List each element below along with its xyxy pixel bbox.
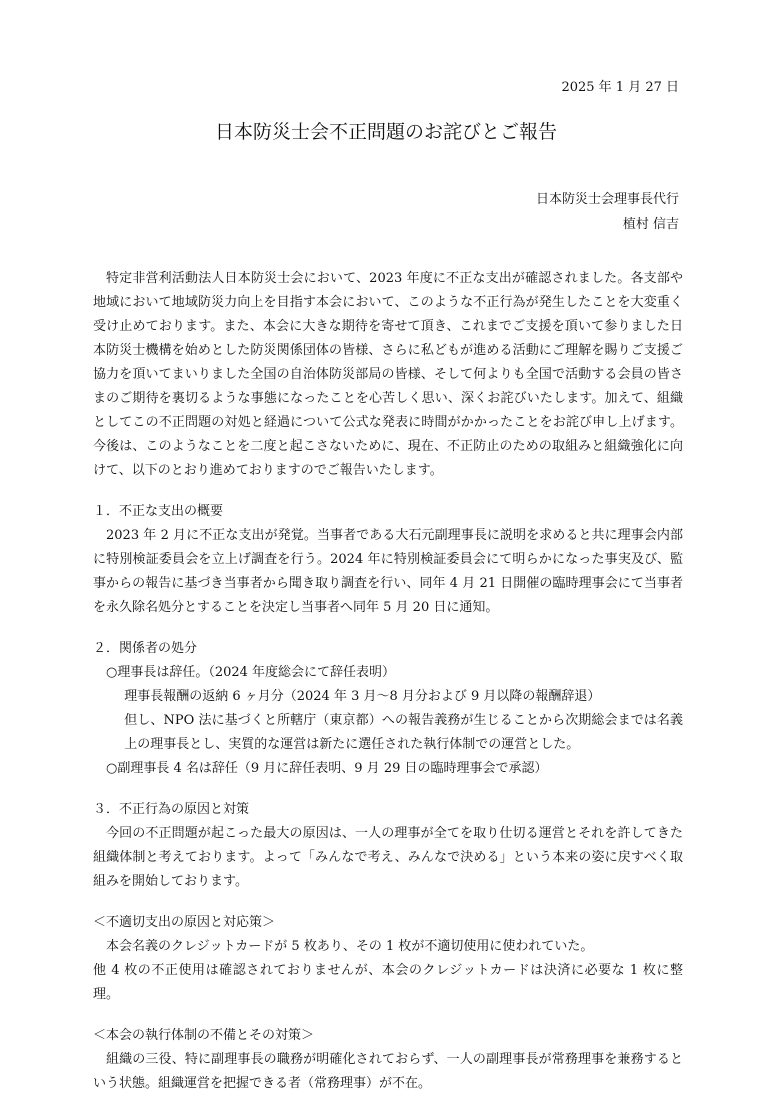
card-subsection-heading: ＜不適切支出の原因と対応策＞ bbox=[93, 915, 276, 930]
section3-text: 今回の不正問題が起こった最大の原因は、一人の理事が全てを取り仕切る運営とそれを許してきた組織体制と考えております。よって「みんなで考え、みんなで決める」という本来の姿に戻すべく取組みを開始しております。 bbox=[93, 826, 683, 889]
exec-subsection-text: 組織の三役、特に副理事長の職務が明確化されておらず、一人の副理事長が常務理事を兼務するという状態。組織運営を把握できる者（常務理事）が不在。 bbox=[93, 1052, 683, 1091]
document-body bbox=[93, 267, 683, 1096]
card-subsection-text2: 他 4 枚の不正使用は確認されておりませんが、本会のクレジットカードは決済に必要な 1 枚に整理。 bbox=[93, 963, 683, 1002]
intro-paragraph: 特定非営利活動法人日本防災士会において、2023 年度に不正な支出が確認されました。各支部や地域において地域防災力向上を目指す本会において、このような不正行為が発生したことを大変重く受け止めております。また、本会に大きな期待を寄せて頂き、これまでご支援を頂いて参りました日本防災士機構を始めとした防災関係団体の皆様、さらに私どもが進める活動にご理解を賜りご支援ご協力を頂いてまいりました全国の自治体防災部局の皆様、そして何よりも全国で活動する会員の皆さまのご期待を裏切るような事態になったことを心苦しく思い、深くお詫びいたします。加えて、組織としてこの不正問題の対処と経過について公式な発表に時間がかかったことをお詫び申し上げます。今後は、このようなことを二度と起こさないために、現在、不正防止のための取組みと組織強化に向けて、以下のとおり進めておりますのでご報告いたします。 bbox=[93, 271, 683, 478]
exec-subsection-heading: ＜本会の執行体制の不備とその対策＞ bbox=[93, 1028, 315, 1043]
section2-item1-sub1: 理事長報酬の返納 6 ヶ月分（2024 年 3 月～8 月分および 9 月以降の報酬辞退） bbox=[124, 689, 601, 704]
document-title: 日本防災士会不正問題のお詫びとご報告 bbox=[214, 121, 557, 143]
section1-heading: １．不正な支出の概要 bbox=[93, 504, 224, 519]
document-date: 2025 年 1 月 27 日 bbox=[561, 80, 679, 95]
section2-item1: ○理事長は辞任。（2024 年度総会にて辞任表明） bbox=[106, 665, 396, 680]
signer-role: 日本防災士会理事長代行 bbox=[535, 192, 679, 207]
section1-text: 2023 年 2 月に不正な支出が発覚。当事者である大石元副理事長に説明を求めると共に理事会内部に特別検証委員会を立上げ調査を行う。2024 年に特別検証委員会にて明らかになった事実及び、監事からの報告に基づき当事者から聞き取り調査を行い、同年 4 月 21 日開催の臨時理事会にて当事者を永久除名処分とすることを決定し当事者へ同年 5 月 20 日に通知。 bbox=[93, 528, 683, 615]
signer-block bbox=[536, 187, 679, 237]
section2-heading: ２．関係者の処分 bbox=[93, 641, 198, 656]
section3-heading: ３．不正行為の原因と対策 bbox=[93, 802, 250, 817]
section2-item1-sub2: 但し、NPO 法に基づくと所轄庁（東京都）への報告義務が生じることから次期総会までは名義上の理事長とし、実質的な運営は新たに選任された執行体制での運営とした。 bbox=[124, 713, 683, 752]
card-subsection-text1: 本会名義のクレジットカードが 5 枚あり、その 1 枚が不適切使用に使われていた。 bbox=[106, 939, 594, 954]
signer-name: 植村 信吉 bbox=[622, 217, 679, 232]
section2-item2: ○副理事長 4 名は辞任（9 月に辞任表明、9 月 29 日の臨時理事会で承認） bbox=[106, 761, 548, 776]
